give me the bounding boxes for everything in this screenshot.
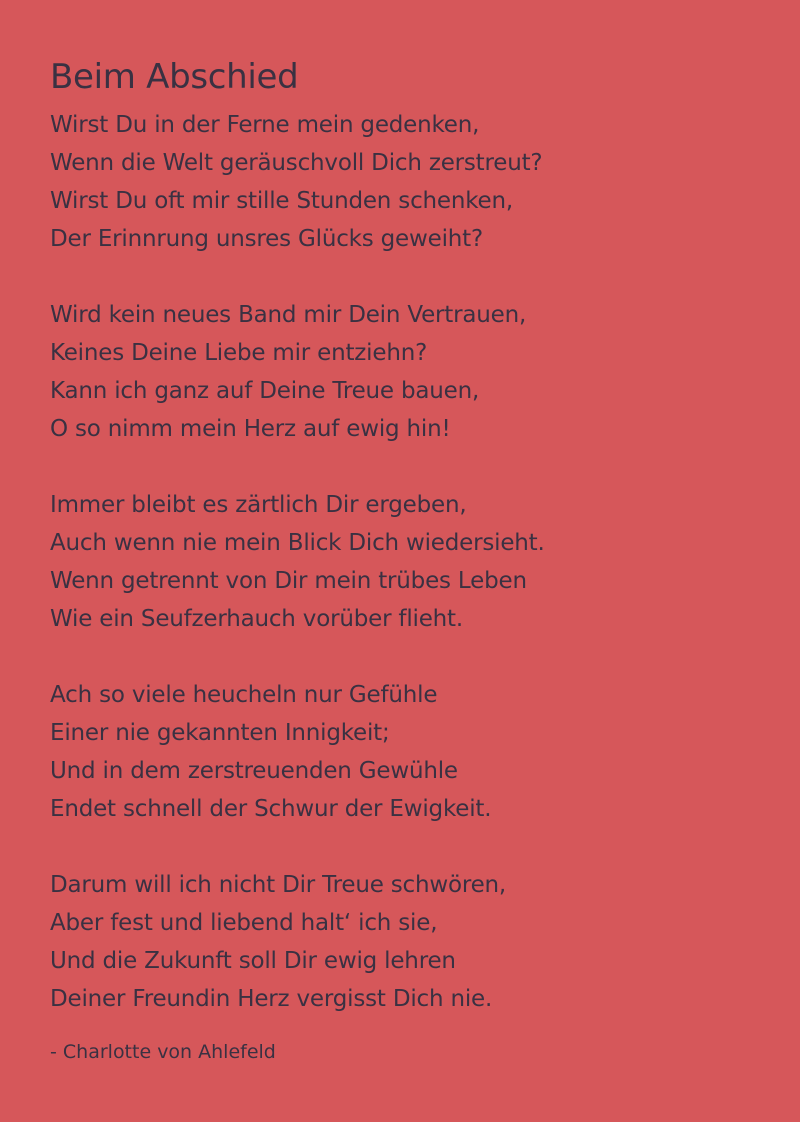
stanza-4 xyxy=(50,676,750,828)
stanza-3 xyxy=(50,486,750,638)
stanza-5 xyxy=(50,866,750,1018)
poem-title: Beim Abschied xyxy=(50,57,299,97)
poem-line: Und die Zukunft soll Dir ewig lehren xyxy=(50,948,456,974)
poem-line: Der Erinnrung unsres Glücks geweiht? xyxy=(50,226,483,252)
poem-line: Auch wenn nie mein Blick Dich wiedersieht. xyxy=(50,530,545,556)
poem-line: Wenn die Welt geräuschvoll Dich zerstreut? xyxy=(50,150,543,176)
stanza-1 xyxy=(50,106,750,258)
poem-line: Aber fest und liebend halt‘ ich sie, xyxy=(50,910,438,936)
poem-line: Wenn getrennt von Dir mein trübes Leben xyxy=(50,568,527,594)
poem-line: Wirst Du oft mir stille Stunden schenken, xyxy=(50,188,513,214)
poem-line: Darum will ich nicht Dir Treue schwören, xyxy=(50,872,507,898)
poem-line: Endet schnell der Schwur der Ewigkeit. xyxy=(50,796,492,822)
poem-line: Ach so viele heucheln nur Gefühle xyxy=(50,682,438,708)
poem-line: Kann ich ganz auf Deine Treue bauen, xyxy=(50,378,480,404)
poem-line: O so nimm mein Herz auf ewig hin! xyxy=(50,416,451,442)
poem-line: Wird kein neues Band mir Dein Vertrauen, xyxy=(50,302,527,328)
poem-line: Immer bleibt es zärtlich Dir ergeben, xyxy=(50,492,467,518)
stanza-2 xyxy=(50,296,750,448)
poem-line: Keines Deine Liebe mir entziehn? xyxy=(50,340,428,366)
poem-line: Wirst Du in der Ferne mein gedenken, xyxy=(50,112,480,138)
poem-line: Einer nie gekannten Innigkeit; xyxy=(50,720,390,746)
poem-line: Und in dem zerstreuenden Gewühle xyxy=(50,758,458,784)
poem-author: - Charlotte von Ahlefeld xyxy=(50,1041,276,1063)
poem-body xyxy=(50,106,750,1018)
poem-line: Deiner Freundin Herz vergisst Dich nie. xyxy=(50,986,493,1012)
poem-line: Wie ein Seufzerhauch vorüber flieht. xyxy=(50,606,463,632)
